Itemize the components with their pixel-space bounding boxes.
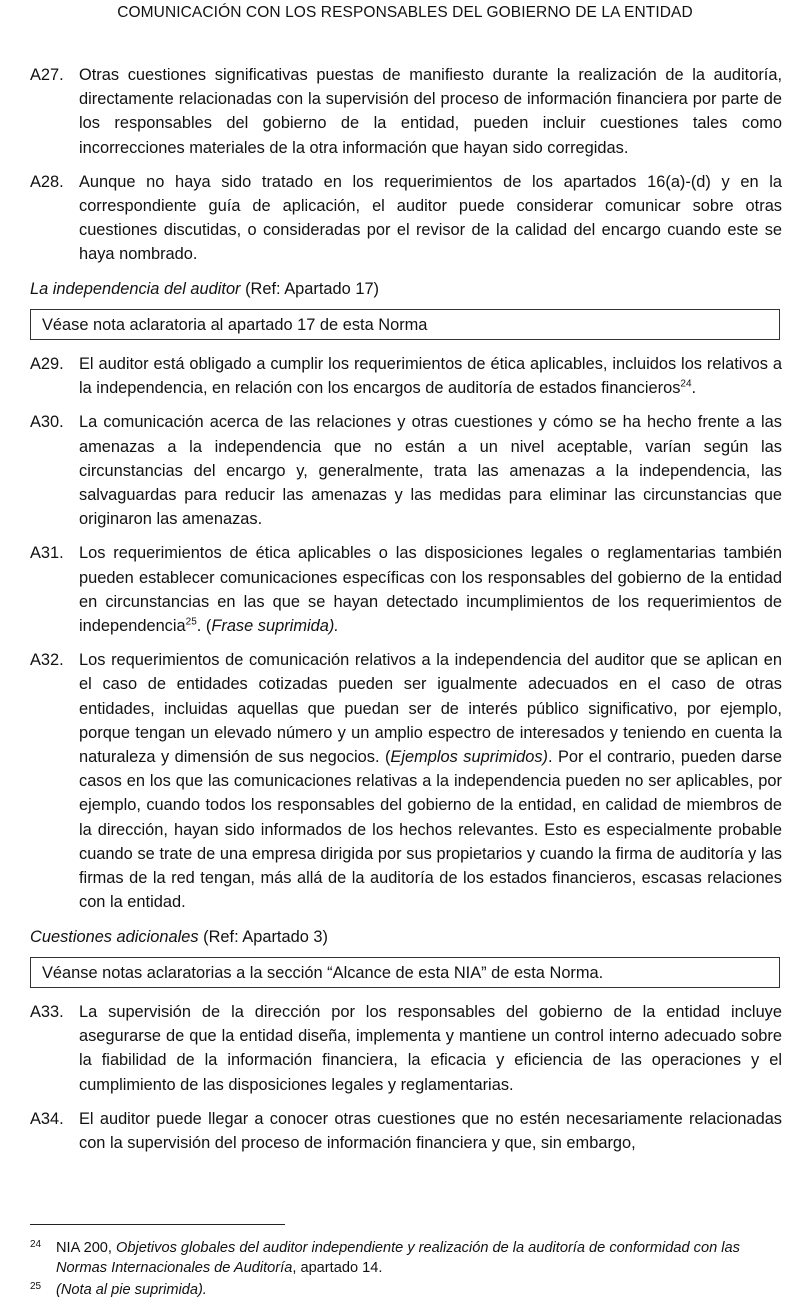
paragraph-a28: [30, 170, 782, 267]
footnote-text: NIA 200, Objetivos globales del auditor independiente y realización de la auditoría de conformidad con las Normas Internacionales de Auditoría, apartado 14.: [56, 1240, 740, 1276]
footnote-separator: [30, 1224, 285, 1225]
paragraph-number: A34.: [30, 1109, 64, 1128]
footnote-number: 25: [30, 1281, 42, 1292]
document-body: [30, 63, 782, 1165]
paragraph-a31: [30, 541, 782, 638]
paragraph-a29: [30, 352, 782, 400]
paragraph-body: Los requerimientos de ética aplicables o las disposiciones legales o reglamentarias también pueden establecer comunicaciones específicas con los responsables del gobierno de la entidad en circunstancias en las que se hayan detectado incumplimientos de los requerimientos de independencia: [79, 544, 782, 636]
paragraph-number: A28.: [30, 172, 64, 191]
heading-ref: (Ref: Apartado 3): [198, 927, 328, 946]
paragraph-body: El auditor está obligado a cumplir los requerimientos de ética aplicables, incluidos los relativos a la independencia, en relación con los encargos de auditoría de estados financieros: [79, 355, 782, 398]
paragraph-text: La supervisión de la dirección por los responsables del gobierno de la entidad incluye asegurarse de que la entidad diseña, implementa y mantiene un control interno adecuado sobre la fiabilidad de la información financiera, la eficacia y eficiencia de las operaciones y el cumplimiento de las disposiciones legales y reglamentarias.: [79, 1002, 782, 1094]
paragraph-mid: . (: [196, 617, 212, 636]
section-heading-adicionales: [30, 925, 782, 949]
footnote-ref-25[interactable]: 25: [185, 616, 197, 628]
heading-title: La independencia del auditor: [30, 279, 241, 298]
running-header: COMUNICACIÓN CON LOS RESPONSABLES DEL GOBIERNO DE LA ENTIDAD: [117, 4, 693, 21]
paragraph-text: [79, 352, 782, 400]
heading-title: Cuestiones adicionales: [30, 927, 199, 946]
section-heading-independencia: [30, 277, 782, 301]
paragraph-a34: [30, 1107, 782, 1155]
paragraph-number: A32.: [30, 651, 64, 670]
paragraph-text: [79, 541, 782, 638]
paragraph-number: A27.: [30, 66, 64, 84]
paragraph-number: A30.: [30, 413, 64, 432]
paragraph-a27: [30, 63, 782, 160]
paragraph-a33: [30, 1000, 782, 1097]
paragraph-text: Otras cuestiones significativas puestas de manifiesto durante la realización de la auditoría, directamente relacionadas con la supervisión del proceso de información financiera por parte de los responsables del gobierno de la entidad, pueden incluir cuestiones tales como incorrecciones materiales de la otra información que hayan sido corregidas.: [79, 66, 782, 157]
paragraph-italic: Ejemplos suprimidos): [390, 748, 548, 767]
paragraph-end: .: [691, 379, 697, 398]
paragraph-text: El auditor puede llegar a conocer otras cuestiones que no estén necesariamente relacionadas con la supervisión del proceso de información financiera y que, sin embargo,: [79, 1109, 782, 1152]
paragraph-text: [79, 648, 782, 914]
paragraph-italic: Frase suprimida).: [211, 617, 339, 636]
paragraph-number: A29.: [30, 355, 64, 374]
footnotes: [30, 1238, 782, 1302]
footnote-text: (Nota al pie suprimida).: [56, 1282, 207, 1298]
footnote-24: [30, 1238, 782, 1278]
paragraph-text: Aunque no haya sido tratado en los requerimientos de los apartados 16(a)-(d) y en la correspondiente guía de aplicación, el auditor puede considerar comunicar sobre otras cuestiones discutidas, o consideradas por el revisor de la calidad del encargo cuando este se haya nombrado.: [79, 172, 782, 264]
explanatory-note-box: Véanse notas aclaratorias a la sección “Alcance de esta NIA” de esta Norma.: [30, 957, 780, 988]
paragraph-number: A33.: [30, 1002, 64, 1021]
footnote-25: [30, 1280, 782, 1300]
paragraph-number: A31.: [30, 544, 64, 563]
paragraph-text: La comunicación acerca de las relaciones y otras cuestiones y cómo se ha hecho frente a las amenazas a la independencia que no están a un nivel aceptable, varían según las circunstancias del encargo y, generalmente, trata las amenazas a la independencia, las salvaguardas para reducir las amenazas y las medidas para eliminar las circunstancias que originaron las amenazas.: [79, 413, 782, 529]
paragraph-a32: [30, 648, 782, 914]
heading-ref: (Ref: Apartado 17): [240, 279, 380, 298]
footnote-number: 24: [30, 1239, 42, 1250]
explanatory-note-box: Véase nota aclaratoria al apartado 17 de esta Norma: [30, 309, 780, 340]
footnote-ref-24[interactable]: 24: [680, 378, 692, 390]
paragraph-rest: . Por el contrario, pueden darse casos en los que las comunicaciones relativas a la independencia pueden no ser aplicables, por ejemplo, cuando todos los responsables del gobierno de la entidad, en calidad de miembros de la dirección, hayan sido informados de los hechos relevantes. Esto es especialmente probable cuando se trate de una empresa dirigida por sus propietarios y cuando la firma de auditoría y las firmas de la red tengan, más allá de la auditoría de los estados financieros, escasas relaciones con la entidad.: [79, 748, 782, 912]
paragraph-a30: [30, 410, 782, 531]
paragraph-body: Los requerimientos de comunicación relativos a la independencia del auditor que se aplican en el caso de entidades cotizadas pueden ser igualmente adecuados en el caso de otras entidades, incluidas aquellas que puedan ser de interés público significativo, por ejemplo, porque tengan un elevado número y un amplio espectro de interesados y teniendo en cuenta la naturaleza y dimensión de sus negocios. (: [79, 651, 782, 767]
